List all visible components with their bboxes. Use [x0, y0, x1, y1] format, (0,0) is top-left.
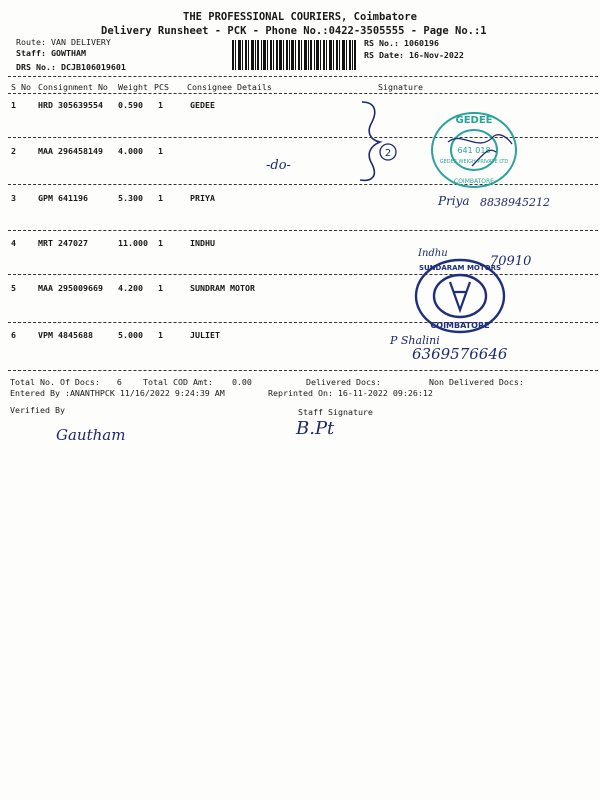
sundaram-stamp-bottom: COIMBATORE [430, 321, 490, 330]
row-pcs: 1 [158, 283, 163, 293]
staff-label: Staff: [16, 48, 46, 58]
row-pcs: 1 [158, 100, 163, 110]
divider [8, 76, 598, 77]
col-consignee: Consignee Details [187, 82, 272, 92]
route-label: Route: [16, 37, 46, 47]
row-sno: 5 [11, 283, 16, 293]
drs-label: DRS No.: [16, 62, 56, 72]
divider [8, 322, 598, 323]
staff-line [16, 48, 86, 58]
drs-line [16, 62, 126, 72]
rs-no-value: 1060196 [403, 38, 439, 48]
row-weight: 0.590 [118, 100, 143, 110]
row4-name: Indhu [418, 248, 448, 259]
gedee-stamp-top: GEDEE [455, 115, 493, 126]
row-weight: 4.000 [118, 146, 143, 156]
staff-signature-label: Staff Signature [298, 407, 373, 417]
gedee-stamp-city: COIMBATORE [454, 178, 494, 185]
rs-no-label: RS No.: [364, 38, 399, 48]
row6-phone: 6369576646 [412, 345, 508, 363]
row-consignee: PRIYA [190, 193, 215, 203]
col-weight: Weight [118, 82, 148, 92]
divider [8, 274, 598, 275]
sundaram-stamp-ring: SUNDARAM MOTORS [418, 264, 502, 272]
row-consignment: MAA 296458149 [38, 146, 103, 156]
row6-name: P Shalini [390, 334, 440, 347]
row-sno: 3 [11, 193, 16, 203]
row4-phone: 70910 [490, 254, 532, 269]
company-title: THE PROFESSIONAL COURIERS, Coimbatore [183, 11, 417, 23]
total-docs-label: Total No. Of Docs: [10, 377, 100, 387]
rs-date-line [364, 50, 464, 60]
divider [8, 370, 598, 371]
total-docs-value: 6 [116, 377, 122, 387]
rs-date-value: 16-Nov-2022 [408, 50, 464, 60]
gedee-stamp-ring: GEDEE WEIGH PRIVATE LTD [439, 159, 509, 165]
verified-by-label: Verified By [10, 405, 65, 415]
row-consignee: INDHU [190, 238, 215, 248]
divider [8, 93, 598, 94]
barcode [232, 40, 356, 70]
ditto-mark: -do- [266, 158, 291, 173]
row-consignment: MAA 295009669 [38, 283, 103, 293]
runsheet-title: Delivery Runsheet - PCK - Phone No.:0422-3505555 - Page No.:1 [101, 25, 487, 37]
col-pcs: PCS [154, 82, 169, 92]
sundaram-stamp [408, 256, 508, 340]
entered-by: Entered By :ANANTHPCK 11/16/2022 9:24:39 AM [10, 388, 225, 398]
route-value: VAN DELIVERY [50, 37, 111, 47]
verified-signature: Gautham [56, 426, 126, 444]
row-consignee: SUNDRAM MOTOR [190, 283, 255, 293]
circled-number: 2 [384, 148, 392, 159]
total-cod-label: Total COD Amt: [143, 377, 213, 387]
row-weight: 5.000 [118, 330, 143, 340]
gedee-stamp-center: 641 018 [457, 146, 491, 155]
delivered-docs: Delivered Docs: [306, 377, 381, 387]
row-sno: 1 [11, 100, 16, 110]
row-weight: 4.200 [118, 283, 143, 293]
row3-phone: 8838945212 [480, 196, 550, 209]
rs-date-label: RS Date: [364, 50, 404, 60]
row-weight: 5.300 [118, 193, 143, 203]
rs-no-line [364, 38, 439, 48]
gedee-stamp [428, 108, 524, 192]
row-pcs: 1 [158, 193, 163, 203]
row3-signature: Priya [438, 194, 470, 208]
reprinted-on: Reprinted On: 16-11-2022 09:26:12 [268, 388, 433, 398]
col-sno: S No [11, 82, 31, 92]
brace-mark [352, 96, 400, 186]
row-consignment: GPM 641196 [38, 193, 88, 203]
col-signature: Signature [378, 82, 423, 92]
row-weight: 11.000 [118, 238, 148, 248]
row-pcs: 1 [158, 238, 163, 248]
divider [8, 230, 598, 231]
non-delivered-docs: Non Delivered Docs: [429, 377, 524, 387]
row-sno: 4 [11, 238, 16, 248]
row-consignee: JULIET [190, 330, 220, 340]
row-pcs: 1 [158, 330, 163, 340]
row-consignee: GEDEE [190, 100, 215, 110]
row-consignment: VPM 4845688 [38, 330, 93, 340]
staff-value: GOWTHAM [50, 48, 86, 58]
row-pcs: 1 [158, 146, 163, 156]
row-sno: 6 [11, 330, 16, 340]
total-cod [143, 377, 252, 387]
staff-signature-mark: B.Pt [296, 418, 335, 439]
row-consignment: MRT 247027 [38, 238, 88, 248]
row-sno: 2 [11, 146, 16, 156]
total-cod-value: 0.00 [231, 377, 252, 387]
total-docs [10, 377, 122, 387]
drs-value: DCJB106019601 [60, 62, 126, 72]
col-consignment: Consignment No [38, 82, 108, 92]
row-consignment: HRD 305639554 [38, 100, 103, 110]
route-line [16, 37, 111, 47]
